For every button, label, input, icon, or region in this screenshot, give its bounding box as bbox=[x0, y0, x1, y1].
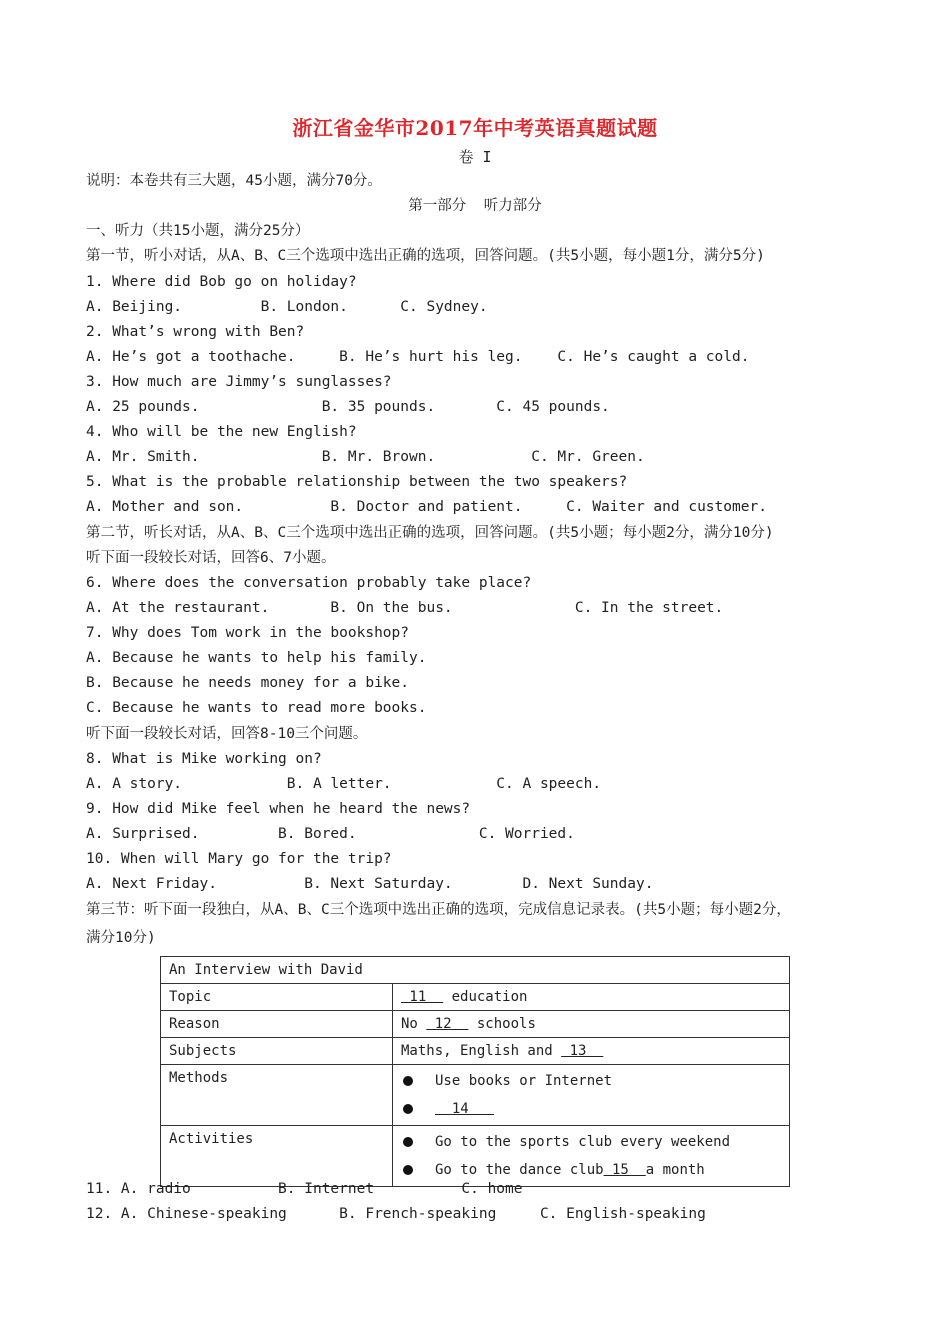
bullet-text: Go to the dance club bbox=[435, 1162, 604, 1178]
question: 2. What’s wrong with Ben? bbox=[86, 324, 305, 340]
question-option: B. Because he needs money for a bike. bbox=[86, 675, 410, 691]
question: 9. How did Mike feel when he heard the news? bbox=[86, 801, 471, 817]
row-text: education bbox=[443, 989, 528, 1005]
row-label: Subjects bbox=[161, 1038, 393, 1065]
bullet-icon bbox=[403, 1104, 413, 1114]
row-value bbox=[393, 1011, 790, 1038]
question: 3. How much are Jimmy’s sunglasses? bbox=[86, 374, 392, 390]
question-option: C. Because he wants to read more books. bbox=[86, 700, 427, 716]
row-text: schools bbox=[468, 1016, 536, 1032]
volume-label: 卷 I bbox=[458, 148, 492, 166]
bullet-icon bbox=[403, 1076, 413, 1086]
question-options: A. 25 pounds. B. 35 pounds. C. 45 pounds. bbox=[86, 399, 610, 415]
instructions: 说明：本卷共有三大题，45小题，满分70分。 bbox=[86, 173, 382, 189]
bullet-item bbox=[401, 1128, 781, 1156]
question-options: 11. A. radio B. Internet C. home bbox=[86, 1181, 523, 1197]
section-instructions-cont: 满分10分) bbox=[86, 930, 156, 946]
answer-blank: 11 bbox=[401, 989, 444, 1005]
section-instructions: 第一节，听小对话，从A、B、C三个选项中选出正确的选项，回答问题。(共5小题，每小题1分，满分5分) bbox=[86, 248, 765, 264]
question-option: A. Because he wants to help his family. bbox=[86, 650, 427, 666]
table-row bbox=[161, 1038, 790, 1065]
row-value bbox=[393, 1126, 790, 1187]
question-options: A. Mr. Smith. B. Mr. Brown. C. Mr. Green. bbox=[86, 449, 645, 465]
row-value bbox=[393, 1038, 790, 1065]
question: 1. Where did Bob go on holiday? bbox=[86, 274, 357, 290]
bullet-text: Use books or Internet bbox=[435, 1073, 613, 1089]
answer-blank: 12 bbox=[426, 1016, 469, 1032]
question: 10. When will Mary go for the trip? bbox=[86, 851, 392, 867]
row-text: No bbox=[401, 1016, 427, 1032]
question: 5. What is the probable relationship between the two speakers? bbox=[86, 474, 628, 490]
row-label: Topic bbox=[161, 984, 393, 1011]
question-options: A. Mother and son. B. Doctor and patient. C. Waiter and customer. bbox=[86, 499, 767, 515]
question: 6. Where does the conversation probably take place? bbox=[86, 575, 532, 591]
sub-instructions: 听下面一段较长对话，回答6、7小题。 bbox=[86, 550, 336, 566]
bullet-icon bbox=[403, 1137, 413, 1147]
answer-blank: 15 bbox=[603, 1162, 646, 1178]
table-row bbox=[161, 1011, 790, 1038]
bullet-text: a month bbox=[645, 1162, 705, 1178]
bullet-item bbox=[401, 1095, 781, 1123]
question-options: A. Next Friday. B. Next Saturday. D. Next Sunday. bbox=[86, 876, 654, 892]
question-options: A. At the restaurant. B. On the bus. C. In the street. bbox=[86, 600, 724, 616]
part-heading: 第一部分 听力部分 bbox=[408, 198, 542, 214]
answer-blank: 14 bbox=[435, 1101, 495, 1117]
table-row bbox=[161, 1065, 790, 1126]
page-title: 浙江省金华市2017年中考英语真题试题 bbox=[292, 116, 658, 140]
info-record-table bbox=[160, 956, 790, 1187]
question: 8. What is Mike working on? bbox=[86, 751, 322, 767]
sub-instructions: 听下面一段较长对话，回答8-10三个问题。 bbox=[86, 726, 368, 742]
table-row bbox=[161, 957, 790, 984]
question-options: A. Surprised. B. Bored. C. Worried. bbox=[86, 826, 575, 842]
question: 4. Who will be the new English? bbox=[86, 424, 357, 440]
table-heading: An Interview with David bbox=[161, 957, 790, 984]
bullet-icon bbox=[403, 1165, 413, 1175]
row-label: Methods bbox=[161, 1065, 393, 1126]
row-value bbox=[393, 984, 790, 1011]
question-options: A. Beijing. B. London. C. Sydney. bbox=[86, 299, 488, 315]
question-options: A. He’s got a toothache. B. He’s hurt his leg. C. He’s caught a cold. bbox=[86, 349, 750, 365]
row-label: Reason bbox=[161, 1011, 393, 1038]
bullet-item bbox=[401, 1067, 781, 1095]
question-options: 12. A. Chinese-speaking B. French-speaking C. English-speaking bbox=[86, 1206, 706, 1222]
row-text: Maths, English and bbox=[401, 1043, 562, 1059]
answer-blank: 13 bbox=[561, 1043, 604, 1059]
row-value bbox=[393, 1065, 790, 1126]
question: 7. Why does Tom work in the bookshop? bbox=[86, 625, 410, 641]
row-label: Activities bbox=[161, 1126, 393, 1187]
section-instructions: 第二节，听长对话，从A、B、C三个选项中选出正确的选项，回答问题。(共5小题；每小题2分，满分10分) bbox=[86, 525, 774, 541]
section-instructions: 第三节：听下面一段独白，从A、B、C三个选项中选出正确的选项，完成信息记录表。(共5小题；每小题2分， bbox=[86, 902, 791, 918]
section-heading: 一、听力（共15小题，满分25分） bbox=[86, 223, 310, 239]
bullet-text: Go to the sports club every weekend bbox=[435, 1134, 731, 1150]
question-options: A. A story. B. A letter. C. A speech. bbox=[86, 776, 602, 792]
table-row bbox=[161, 984, 790, 1011]
table-row bbox=[161, 1126, 790, 1187]
